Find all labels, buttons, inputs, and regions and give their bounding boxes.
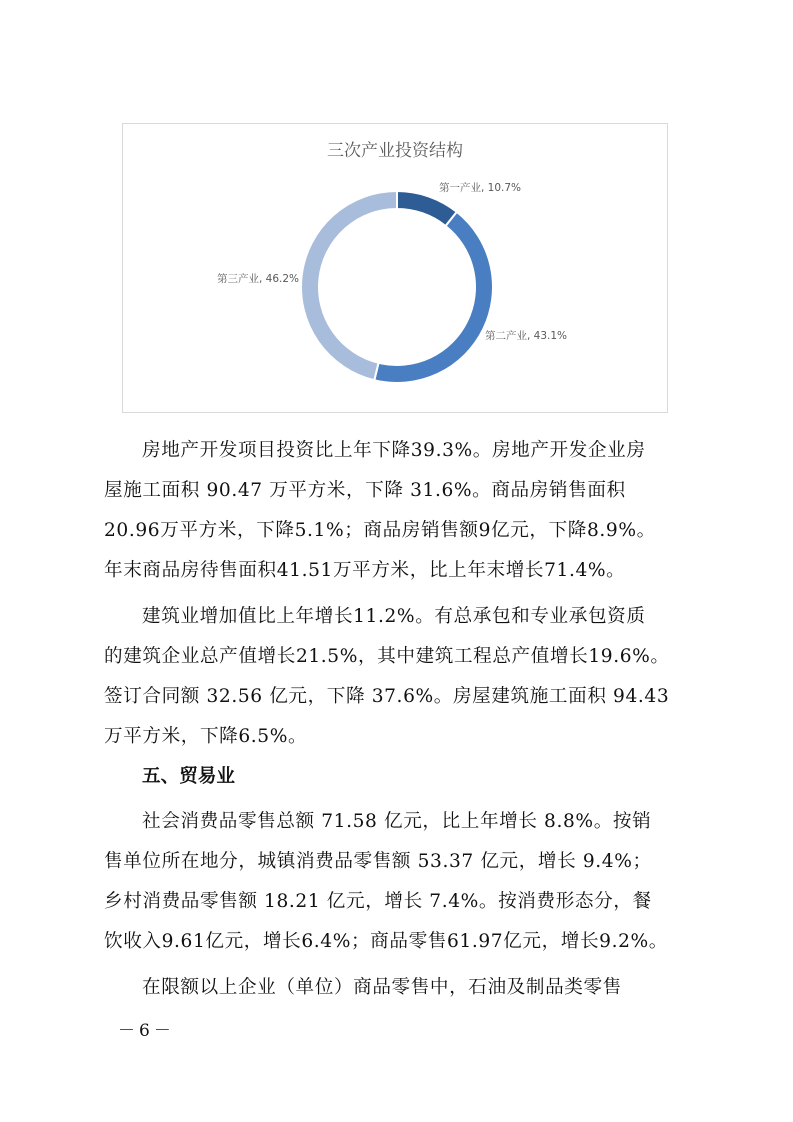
text-line: 社会消费品零售总额 71.58 亿元，比上年增长 8.8%。按销 <box>142 811 652 832</box>
text-line: 签订合同额 32.56 亿元，下降 37.6%。房屋建筑施工面积 94.43 <box>104 686 670 707</box>
slice-label-2: 第二产业, 43.1% <box>485 330 568 342</box>
text-line: 售单位所在地分，城镇消费品零售额 53.37 亿元，增长 9.4%； <box>104 851 652 872</box>
paragraph-retail <box>104 802 692 962</box>
donut-chart <box>123 124 669 414</box>
text-line: 在限额以上企业（单位）商品零售中，石油及制品类零售 <box>142 977 622 998</box>
text-line: 饮收入9.61亿元，增长6.4%；商品零售61.97亿元，增长9.2%。 <box>104 931 668 952</box>
section-heading: 五、贸易业 <box>142 766 235 787</box>
text-line: 万平方米，下降6.5%。 <box>104 726 308 747</box>
paragraph-limit-enterprises <box>104 968 692 1008</box>
text-line: 年末商品房待售面积41.51万平方米，比上年末增长71.4%。 <box>104 560 626 581</box>
donut-slice-1 <box>397 191 457 226</box>
paragraph-construction <box>104 597 692 757</box>
donut-slice-3 <box>301 191 397 380</box>
text-line: 20.96万平方米，下降5.1%；商品房销售额9亿元，下降8.9%。 <box>104 520 656 541</box>
slice-label-3: 第三产业, 46.2% <box>217 273 300 285</box>
page-number: －6－ <box>118 1021 175 1041</box>
text-line: 的建筑企业总产值增长21.5%，其中建筑工程总产值增长19.6%。 <box>104 646 670 667</box>
text-line: 建筑业增加值比上年增长11.2%。有总承包和专业承包资质 <box>142 606 646 627</box>
text-line: 乡村消费品零售额 18.21 亿元，增长 7.4%。按消费形态分，餐 <box>104 891 652 912</box>
paragraph-real-estate <box>104 431 692 591</box>
text-line: 屋施工面积 90.47 万平方米，下降 31.6%。商品房销售面积 <box>104 480 626 501</box>
chart-title: 三次产业投资结构 <box>327 141 463 161</box>
chart-investment-structure <box>122 123 668 413</box>
donut-slice-2 <box>374 212 493 383</box>
slice-label-1: 第一产业, 10.7% <box>439 182 522 194</box>
text-line: 房地产开发项目投资比上年下降39.3%。房地产开发企业房 <box>142 440 646 461</box>
